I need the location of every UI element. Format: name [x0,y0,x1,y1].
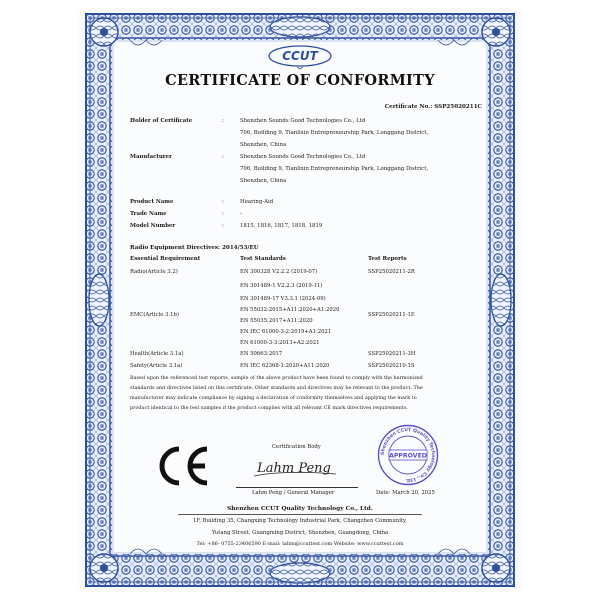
trade-name-label: Trade Name [130,211,167,217]
logo-text: CCUT [282,49,318,63]
footer-contact: Tel: +86- 0755-23406590 E-mail: lahm@ccuttest.com Website: www.ccuttest.com [196,541,404,547]
std-radio-1: EN 300328 V2.2.2 (2019-07) [240,269,318,275]
req-safety: Safety(Article 3.1a) [130,363,183,369]
stamp-ring-text: Shenzhen CCUT Quality Technology Co., Ltd. [380,427,436,483]
signature-date: Date: March 20, 2025 [376,490,435,496]
holder-line1: Shenzhen Sounds Good Technologies Co., Ltd [240,118,366,124]
signature-line [236,487,358,488]
statement-line3: manufacturer may indicate compliance by signing a declaration of conformity themselves and applying the mark to [130,395,417,401]
holder-line2: 706, Building 9, Tianlixin Entrepreneurship Park, Longgang District, [240,130,429,136]
trade-name-value: - [240,211,242,217]
statement-line2: standards and directives listed on this certificate. Other standards and directives may be relevant to the product. The [130,385,423,391]
directive-title: Radio Equipment Directives: 2014/53/EU [130,245,259,251]
footer-rule [178,514,422,515]
model-number-value: 1815, 1816, 1817, 1818, 1819 [240,223,323,229]
manufacturer-colon: : [222,154,224,160]
footer-company: Shenzhen CCUT Quality Technology Co., Ltd. [227,506,373,512]
std-emc-4: EN 61000-3-3:2013+A2:2021 [240,340,320,346]
report-health: SSP25020211-3H [368,351,416,357]
manufacturer-line2: 706, Building 9, Tianlixin Entrepreneurship Park, Longgang District, [240,166,429,172]
std-emc-1: EN 55032:2015+A11:2020+A1:2020 [240,307,340,313]
std-emc-2: EN 55035:2017+A11:2020 [240,318,313,324]
std-health-1: EN 50663:2017 [240,351,283,357]
trade-name-colon: : [222,211,224,217]
statement-line1: Based upon the referenced test reports, sample of the above product have been found to comply with the harmonized [130,375,423,381]
product-name-label: Product Name [130,199,174,205]
report-safety: SSP25020210-1S [368,363,415,369]
stamp-center-text: APPROVED [389,452,427,460]
std-radio-2: EN 301489-1 V2.2.3 (2019-11) [240,283,323,289]
report-radio: SSP25020211-2R [368,269,415,275]
signer-name: Lahm Peng / General Manager [252,490,335,496]
req-emc: EMC(Article 3.1b) [130,312,179,318]
std-emc-3: EN IEC 61000-3-2:2019+A1:2021 [240,329,332,335]
signature-text: Lahm Peng [257,461,331,476]
model-number-label: Model Number [130,223,176,229]
holder-line3: Shenzhen, China [240,142,287,148]
col-reports: Test Reports [368,256,407,262]
statement-line4: product identical to the test samples if the product complies with all relevant CE mark directives requirements. [130,405,408,411]
req-health: Health(Article 3.1a) [130,351,184,357]
product-name-value: Hearing-Aid [240,199,274,205]
footer-address2: Yutang Street, Guangming District, Shenzhen, Guangdong, China [211,530,389,536]
ccut-logo [267,44,333,70]
holder-colon: : [222,118,224,124]
certification-body-label: Certification Body [272,444,321,450]
col-standards: Test Standards [240,256,286,262]
manufacturer-line3: Shenzhen, China [240,178,287,184]
report-emc: SSP25020211-1E [368,312,415,318]
page-title: CERTIFICATE OF CONFORMITY [165,72,435,89]
product-name-colon: : [222,199,224,205]
signature [244,455,344,481]
model-number-colon: : [222,223,224,229]
std-radio-3: EN 301489-17 V3.3.1 (2024-09) [240,296,326,302]
holder-label: Holder of Certificate [130,118,193,124]
req-radio: Radio(Article 3.2) [130,269,178,275]
manufacturer-line1: Shenzhen Sounds Good Technologies Co., Ltd [240,154,366,160]
std-safety-1: EN IEC 62368-1:2020+A11:2020 [240,363,330,369]
certificate-number: Certificate No.: SSP25020211C [384,104,482,110]
statement-paragraph [130,373,470,413]
col-requirement: Essential Requirement [130,256,201,262]
manufacturer-label: Manufacturer [130,154,172,160]
approved-stamp [377,424,439,486]
footer-address1: 1F, Building 35, Changxing Technology Industrial Park, Changzhen Community, [192,518,407,524]
ce-mark-icon [155,445,211,487]
